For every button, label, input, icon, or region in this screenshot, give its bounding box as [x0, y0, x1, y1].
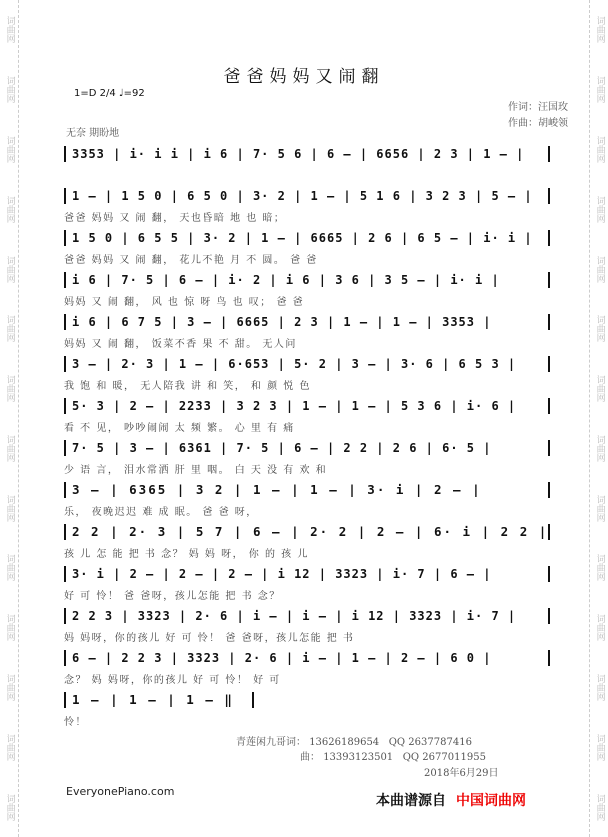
site-name: EveryonePiano.com [66, 785, 175, 798]
watermark-text: 词曲网 [4, 135, 15, 163]
footer-lyricist-phone: 13626189654 [309, 737, 380, 748]
lyrics-line: 怜！ [64, 717, 87, 728]
lyrics-line [64, 167, 550, 179]
watermark-text: 词曲网 [594, 494, 605, 522]
lyricist-credit: 作词：汪国玫 [508, 102, 568, 113]
lyrics-line: 孩 儿 怎 能 把 书 念？ 妈 妈 呀， 你 的 孩 儿 [64, 549, 309, 560]
lyrics-line: 看 不 见， 吵吵闹闹 太 频 繁。 心 里 有 痛 [64, 423, 295, 434]
watermark-text: 词曲网 [594, 315, 605, 343]
notation-line: 1 5 0 | 6 5 5 | 3· 2 | 1 – | 6665 | 2 6 | 6 5 – | i· i | [64, 230, 550, 246]
score-system [64, 440, 550, 476]
lyrics-line: 妈妈 又 闹 翻， 饭菜不香 果 不 甜。 无人问 [64, 339, 297, 350]
notation-line: 1 – | 1 – | 1 – ‖ [64, 692, 254, 708]
tempo-mark: 无奈 期盼地 [66, 128, 120, 139]
right-watermark-strip [589, 0, 608, 837]
lyrics-line: 妈 妈呀，你的孩儿 好 可 怜！ 爸 爸呀，孩儿怎能 把 书 [64, 633, 355, 644]
watermark-text: 词曲网 [4, 733, 15, 761]
notation-line: i 6 | 6 7 5 | 3 – | 6665 | 2 3 | 1 – | 1 – | 3353 | [64, 314, 550, 330]
watermark-text: 词曲网 [4, 315, 15, 343]
watermark-text: 词曲网 [4, 793, 15, 821]
watermark-text: 词曲网 [594, 614, 605, 642]
score-system [64, 650, 550, 686]
notation-line: 5· 3 | 2 – | 2233 | 3 2 3 | 1 – | 1 – | 5 3 6 | i· 6 | [64, 398, 550, 414]
source-label: 本曲谱源自 [376, 793, 446, 809]
score-system [64, 566, 550, 602]
watermark-text: 词曲网 [4, 76, 15, 104]
lyrics-line: 我 饱 和 暖， 无人陪我 讲 和 笑， 和 颜 悦 色 [64, 381, 311, 392]
footer-composer-label: 曲： [300, 752, 320, 763]
watermark-text: 词曲网 [594, 434, 605, 462]
score-system [64, 692, 254, 728]
watermark-text: 词曲网 [594, 793, 605, 821]
watermark-text: 词曲网 [594, 554, 605, 582]
watermark-text: 词曲网 [4, 614, 15, 642]
watermark-text: 词曲网 [594, 375, 605, 403]
footer-line-1 [236, 733, 472, 748]
source-site: 中国词曲网 [456, 793, 526, 809]
score-system [64, 272, 550, 308]
watermark-text: 词曲网 [4, 195, 15, 223]
score-system [64, 398, 550, 434]
watermark-text: 词曲网 [594, 16, 605, 44]
footer-line-2 [300, 748, 486, 763]
footer-lyricist-label: 青莲闲九哥词： [236, 737, 306, 748]
watermark-text: 词曲网 [594, 195, 605, 223]
lyrics-line: 爸爸 妈妈 又 闹 翻， 天也昏暗 地 也 暗； [64, 213, 286, 224]
watermark-text: 词曲网 [594, 733, 605, 761]
footer-composer-qq: QQ 2677011955 [402, 752, 486, 763]
score-system [64, 146, 550, 179]
lyrics-line: 妈妈 又 闹 翻， 风 也 惊 呀 鸟 也 叹； 爸 爸 [64, 297, 305, 308]
score-system [64, 188, 550, 224]
left-watermark-strip [0, 0, 19, 837]
notation-line: 7· 5 | 3 – | 6361 | 7· 5 | 6 – | 2 2 | 2 6 | 6· 5 | [64, 440, 550, 456]
watermark-text: 词曲网 [4, 494, 15, 522]
footer-lyricist-qq: QQ 2637787416 [388, 737, 472, 748]
notation-line: 2 2 | 2· 3 | 5 7 | 6 – | 2· 2 | 2 – | 6· i | 2 2 | [64, 524, 550, 540]
watermark-text: 词曲网 [594, 255, 605, 283]
lyrics-line: 念？ 妈 妈呀，你的孩儿 好 可 怜！ 好 可 [64, 675, 281, 686]
lyrics-line: 乐， 夜晚迟迟 难 成 眠。 爸 爸 呀， [64, 507, 258, 518]
notation-line: 1 – | 1 5 0 | 6 5 0 | 3· 2 | 1 – | 5 1 6 | 3 2 3 | 5 – | [64, 188, 550, 204]
watermark-text: 词曲网 [594, 76, 605, 104]
notation-line: 3 – | 6365 | 3 2 | 1 – | 1 – | 3· i | 2 – | [64, 482, 550, 498]
footer-composer-phone: 13393123501 [323, 752, 394, 763]
watermark-text: 词曲网 [4, 554, 15, 582]
score-system [64, 608, 550, 644]
composer-credit: 作曲：胡峻领 [508, 118, 568, 129]
notation-line: i 6 | 7· 5 | 6 – | i· 2 | i 6 | 3 6 | 3 5 – | i· i | [64, 272, 550, 288]
lyrics-line: 少 语 言， 泪水常洒 肝 里 咽。 白 天 没 有 欢 和 [64, 465, 328, 476]
score-system [64, 482, 550, 518]
song-title: 爸爸妈妈又闹翻 [223, 67, 385, 87]
lyrics-line: 好 可 怜！ 爸 爸呀，孩儿怎能 把 书 念？ [64, 591, 281, 602]
score-system [64, 524, 550, 560]
notation-line: 3 – | 2· 3 | 1 – | 6·653 | 5· 2 | 3 – | 3· 6 | 6 5 3 | [64, 356, 550, 372]
score-system [64, 230, 550, 266]
score-system [64, 314, 550, 350]
footer-date: 2018年6月29日 [424, 768, 499, 779]
watermark-text: 词曲网 [4, 673, 15, 701]
key-signature: 1=D 2/4 ♩=92 [74, 88, 145, 99]
lyrics-line: 爸爸 妈妈 又 闹 翻， 花儿不艳 月 不 圆。 爸 爸 [64, 255, 318, 266]
score-system [64, 356, 550, 392]
notation-line: 3· i | 2 – | 2 – | 2 – | i 12 | 3323 | i· 7 | 6 – | [64, 566, 550, 582]
watermark-text: 词曲网 [594, 135, 605, 163]
notation-line: 6 – | 2 2 3 | 3323 | 2· 6 | i – | 1 – | 2 – | 6 0 | [64, 650, 550, 666]
watermark-text: 词曲网 [4, 434, 15, 462]
notation-line: 2 2 3 | 3323 | 2· 6 | i – | i – | i 12 | 3323 | i· 7 | [64, 608, 550, 624]
watermark-text: 词曲网 [4, 375, 15, 403]
watermark-text: 词曲网 [594, 673, 605, 701]
source-credit [376, 790, 526, 810]
watermark-text: 词曲网 [4, 16, 15, 44]
notation-line: 3353 | i· i i | i 6 | 7· 5 6 | 6 – | 6656 | 2 3 | 1 – | [64, 146, 550, 162]
watermark-text: 词曲网 [4, 255, 15, 283]
